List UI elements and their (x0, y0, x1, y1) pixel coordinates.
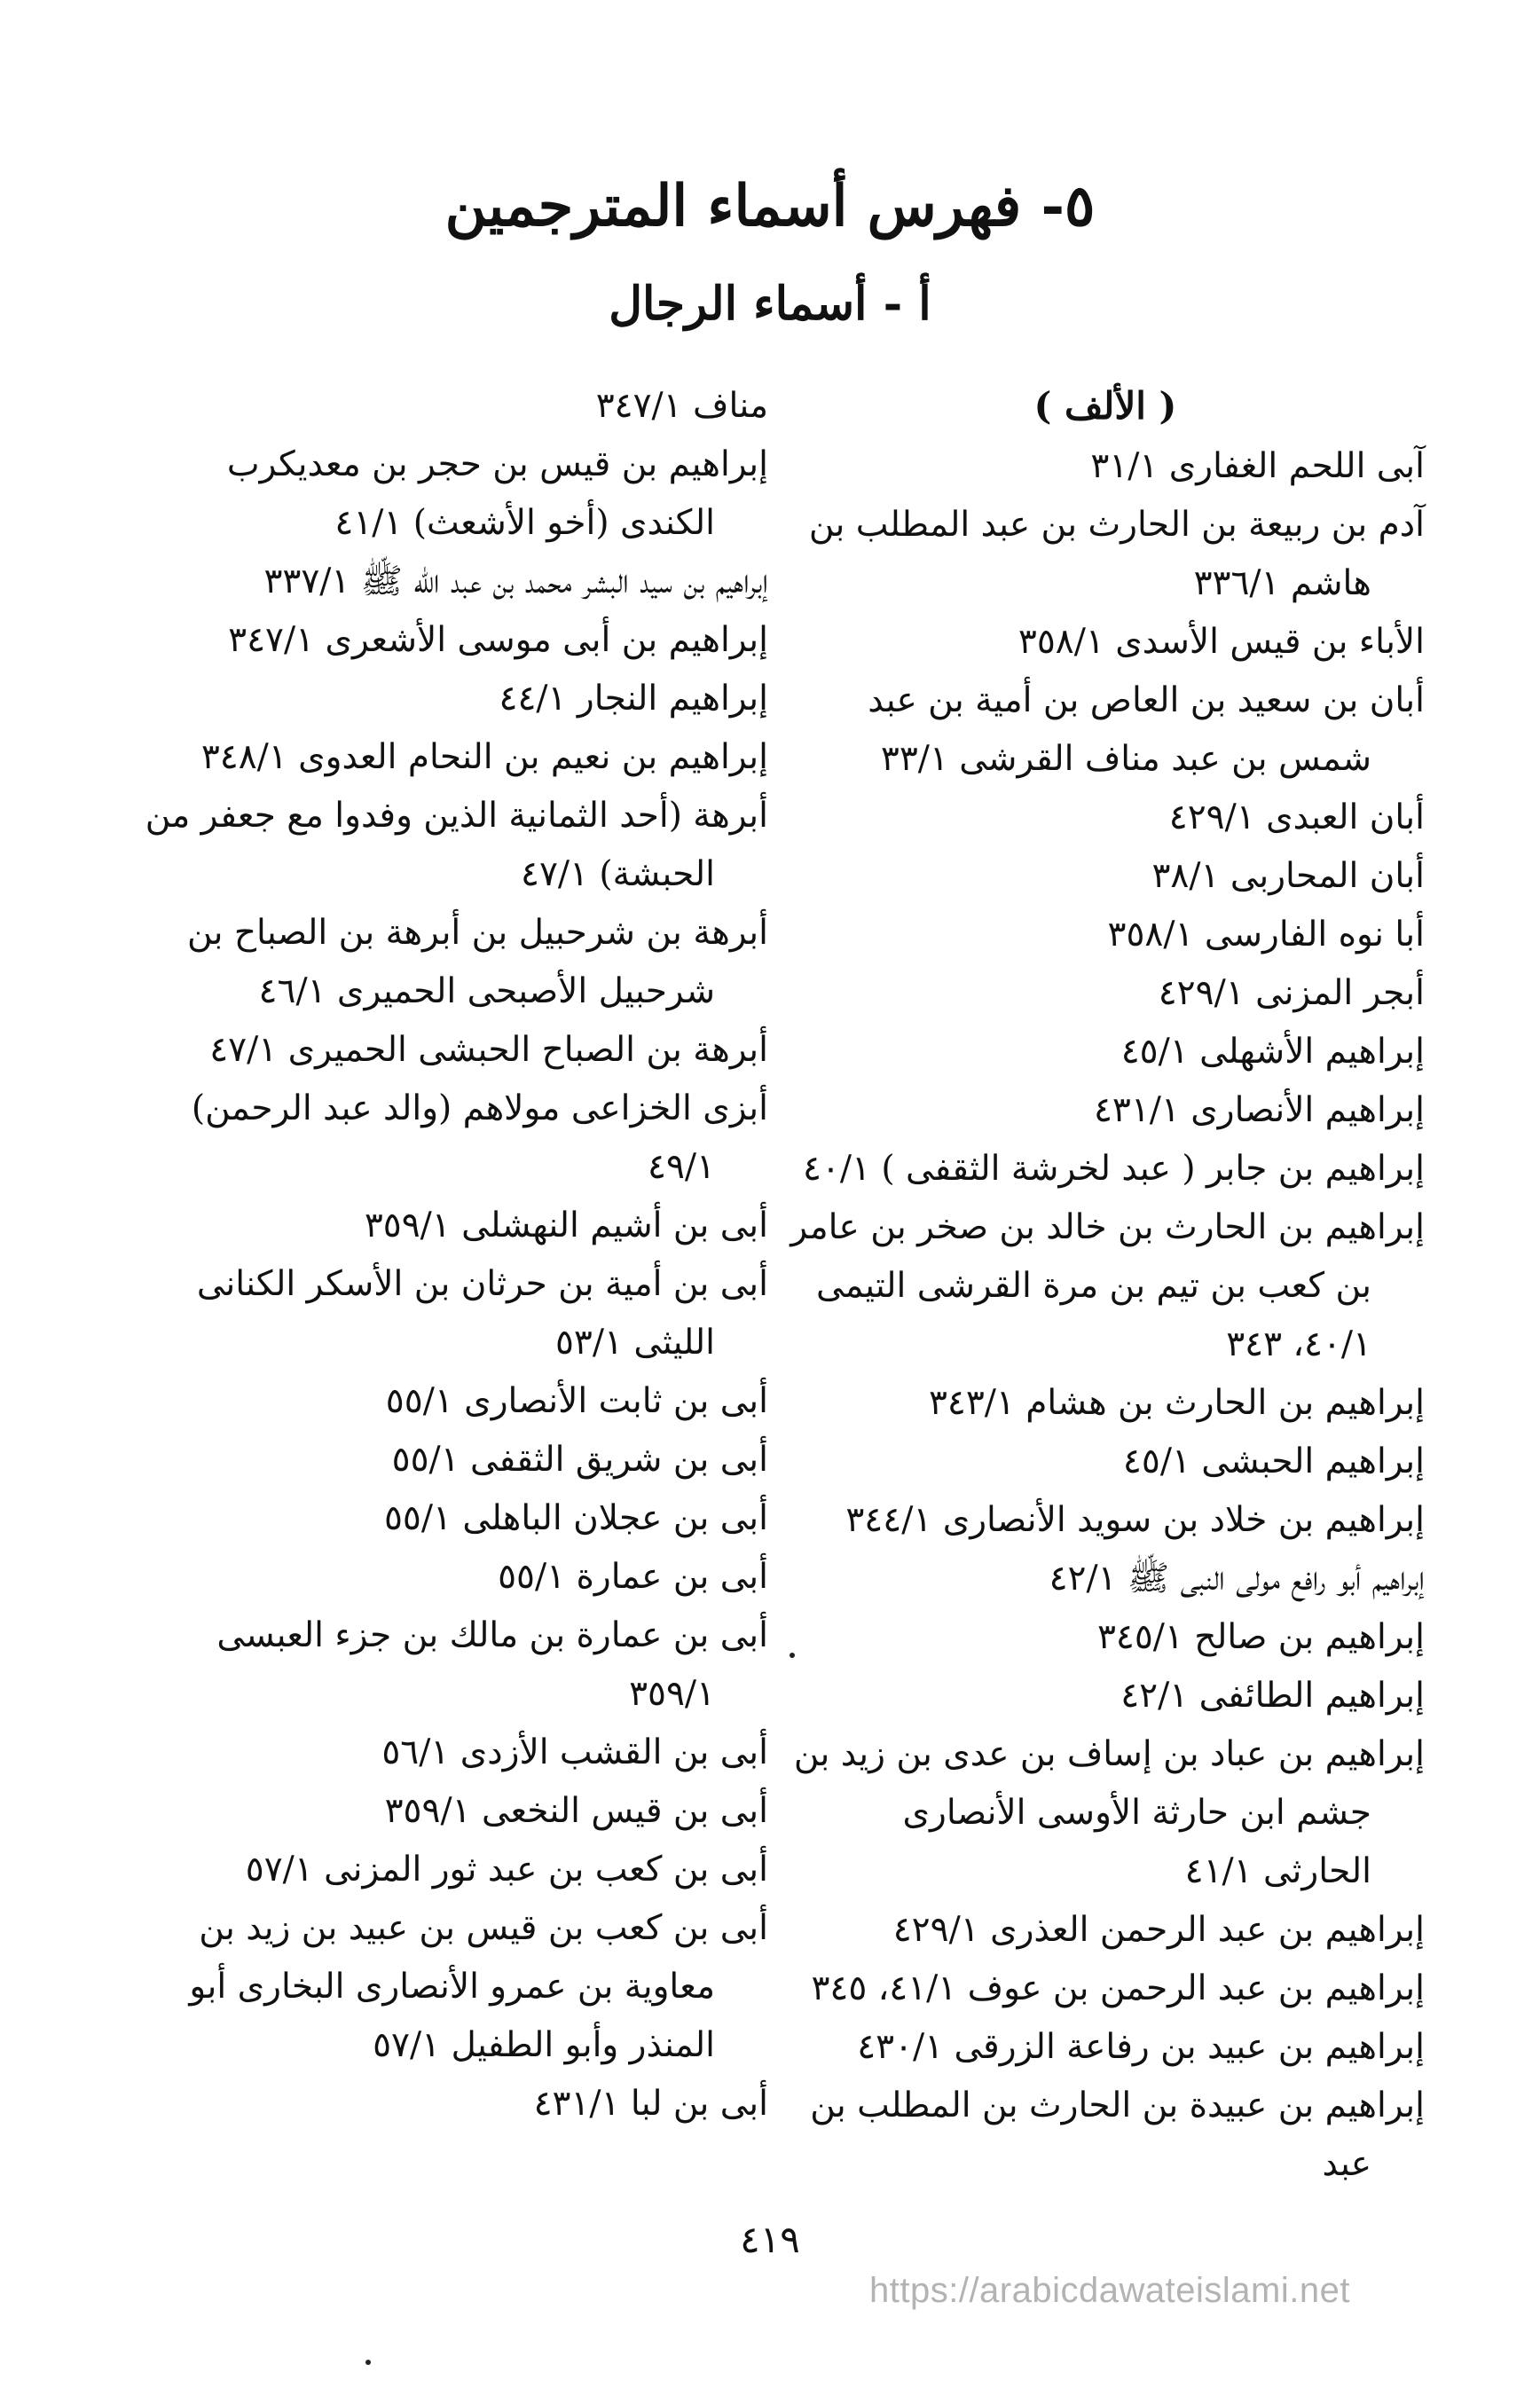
page-number: ٤١٩ (740, 2218, 800, 2261)
index-entry: إبراهيم بن صالح ٣٤٥/١ (1096, 1617, 1425, 1657)
index-entry: أبى بن شريق الثقفى ٥٥/١ (391, 1440, 768, 1480)
index-entry: أبان بن سعيد بن العاص بن أمية بن عبد شمس بن عبد مناف القرشى ٣٣/١ (868, 680, 1425, 779)
index-entry: أبان العبدى ٤٢٩/١ (1168, 797, 1425, 837)
index-entry: إبراهيم بن خلاد بن سويد الأنصارى ٣٤٤/١ (845, 1500, 1425, 1540)
scan-speck (365, 2360, 371, 2365)
index-entry: أبزى الخزاعى مولاهم (والد عبد الرحمن) ٤٩/١ (191, 1088, 768, 1187)
index-entry: أبرهة بن الصباح الحبشى الحميرى ٤٧/١ (209, 1030, 768, 1070)
left-column (138, 377, 768, 2133)
index-entry: أبى بن عمارة بن مالك بن جزء العبسى ٣٥٩/١ (216, 1615, 768, 1714)
index-entry: إبراهيم الأشهلى ٤٥/١ (1120, 1032, 1425, 1072)
index-entry: إبراهيم بن أبى موسى الأشعرى ٣٤٧/١ (228, 620, 768, 660)
section-subtitle: أ - أسماء الرجال (609, 277, 931, 331)
index-entry: أبى بن ثابت الأنصارى ٥٥/١ (385, 1381, 768, 1421)
index-entry: إبراهيم بن عبيد بن رفاعة الزرقى ٤٣٠/١ (857, 2027, 1425, 2067)
index-entry: إبراهيم بن الحارث بن هشام ٣٤٣/١ (928, 1383, 1425, 1423)
index-entry: إبراهيم بن سيد البشر محمد بن عبد الله ﷺ ٣٣٧/١ (263, 562, 768, 601)
index-entry: إبراهيم الأنصارى ٤٣١/١ (1093, 1090, 1425, 1130)
index-entry: أبرهة (أحد الثمانية الذين وفدوا مع جعفر من الحبشة) ٤٧/١ (145, 796, 768, 894)
index-entry: أبرهة بن شرحبيل بن أبرهة بن الصباح بن شرحبيل الأصبحى الحميرى ٤٦/١ (186, 913, 768, 1011)
scan-speck (790, 1653, 795, 1658)
index-entry: أبى بن عمارة ٥٥/١ (498, 1557, 768, 1597)
index-entry: أبى بن كعب بن قيس بن عبيد بن زيد بن معاوية بن عمرو الأنصارى البخارى أبو المنذر وأبو الطفيل ٥٧/١ (189, 1908, 768, 2065)
index-entry: مناف ٣٤٧/١ (595, 386, 768, 426)
index-entry: أبى بن أشيم النهشلى ٣٥٩/١ (364, 1206, 768, 1245)
index-entry: أبى بن كعب بن عبد ثور المزنى ٥٧/١ (245, 1850, 768, 1889)
page-title: ٥- فهرس أسماء المترجمين (444, 173, 1096, 240)
index-entry: أبى بن لبا ٤٣١/١ (533, 2084, 768, 2124)
index-entry: إبراهيم النجار ٤٤/١ (499, 679, 768, 719)
index-entry: إبراهيم بن عبد الرحمن بن عوف ٤١/١، ٣٤٥ (811, 1968, 1425, 2008)
index-entry: إبراهيم أبو رافع مولى النبى ﷺ ٤٢/١ (1049, 1559, 1425, 1599)
index-entry: إبراهيم بن جابر ( عبد لخرشة الثقفى ) ٤٠/١ (803, 1149, 1425, 1189)
index-entry: إبراهيم الحبشى ٤٥/١ (1122, 1442, 1425, 1481)
index-entry: أبى بن عجلان الباهلى ٥٥/١ (383, 1498, 768, 1538)
right-column (786, 377, 1425, 2194)
index-entry: أبان المحاربى ٣٨/١ (1151, 856, 1425, 896)
index-entry: أبى بن أمية بن حرثان بن الأسكر الكنانى الليثى ٥٣/١ (196, 1264, 768, 1363)
index-entry: إبراهيم الطائفى ٤٢/١ (1120, 1676, 1425, 1716)
index-entry: أبى بن القشب الأزدى ٥٦/١ (381, 1732, 768, 1772)
index-entry: آدم بن ربيعة بن الحارث بن عبد المطلب بن هاشم ٣٣٦/١ (808, 505, 1425, 603)
index-entry: أبجر المزنى ٤٢٩/١ (1158, 973, 1425, 1013)
index-entry: إبراهيم بن قيس بن حجر بن معديكرب الكندى (أخو الأشعث) ٤١/١ (226, 444, 768, 543)
index-entry: أبا نوه الفارسى ٣٥٨/١ (1107, 915, 1425, 955)
index-entry: إبراهيم بن نعيم بن النحام العدوى ٣٤٨/١ (200, 737, 768, 777)
index-entry: إبراهيم بن الحارث بن خالد بن صخر بن عامر بن كعب بن تيم بن مرة القرشى التيمى ٤٠/١، ٣٤٣ (790, 1207, 1425, 1364)
index-entry: الأباء بن قيس الأسدى ٣٥٨/١ (1018, 622, 1425, 662)
watermark-url: https://arabicdawateislami.net (869, 2271, 1350, 2310)
index-entry: آبى اللحم الغفارى ٣١/١ (1090, 446, 1425, 486)
index-entry: إبراهيم بن عباد بن إساف بن عدى بن زيد بن جشم ابن حارثة الأوسى الأنصارى الحارثى ٤١/١ (793, 1734, 1425, 1891)
index-entry: إبراهيم بن عبد الرحمن العذرى ٤٢٩/١ (892, 1910, 1425, 1950)
index-entry: إبراهيم بن عبيدة بن الحارث بن المطلب بن عبد (810, 2086, 1425, 2184)
letter-heading: ( الألف ) (1033, 384, 1177, 428)
index-entry: أبى بن قيس النخعى ٣٥٩/١ (384, 1791, 768, 1831)
